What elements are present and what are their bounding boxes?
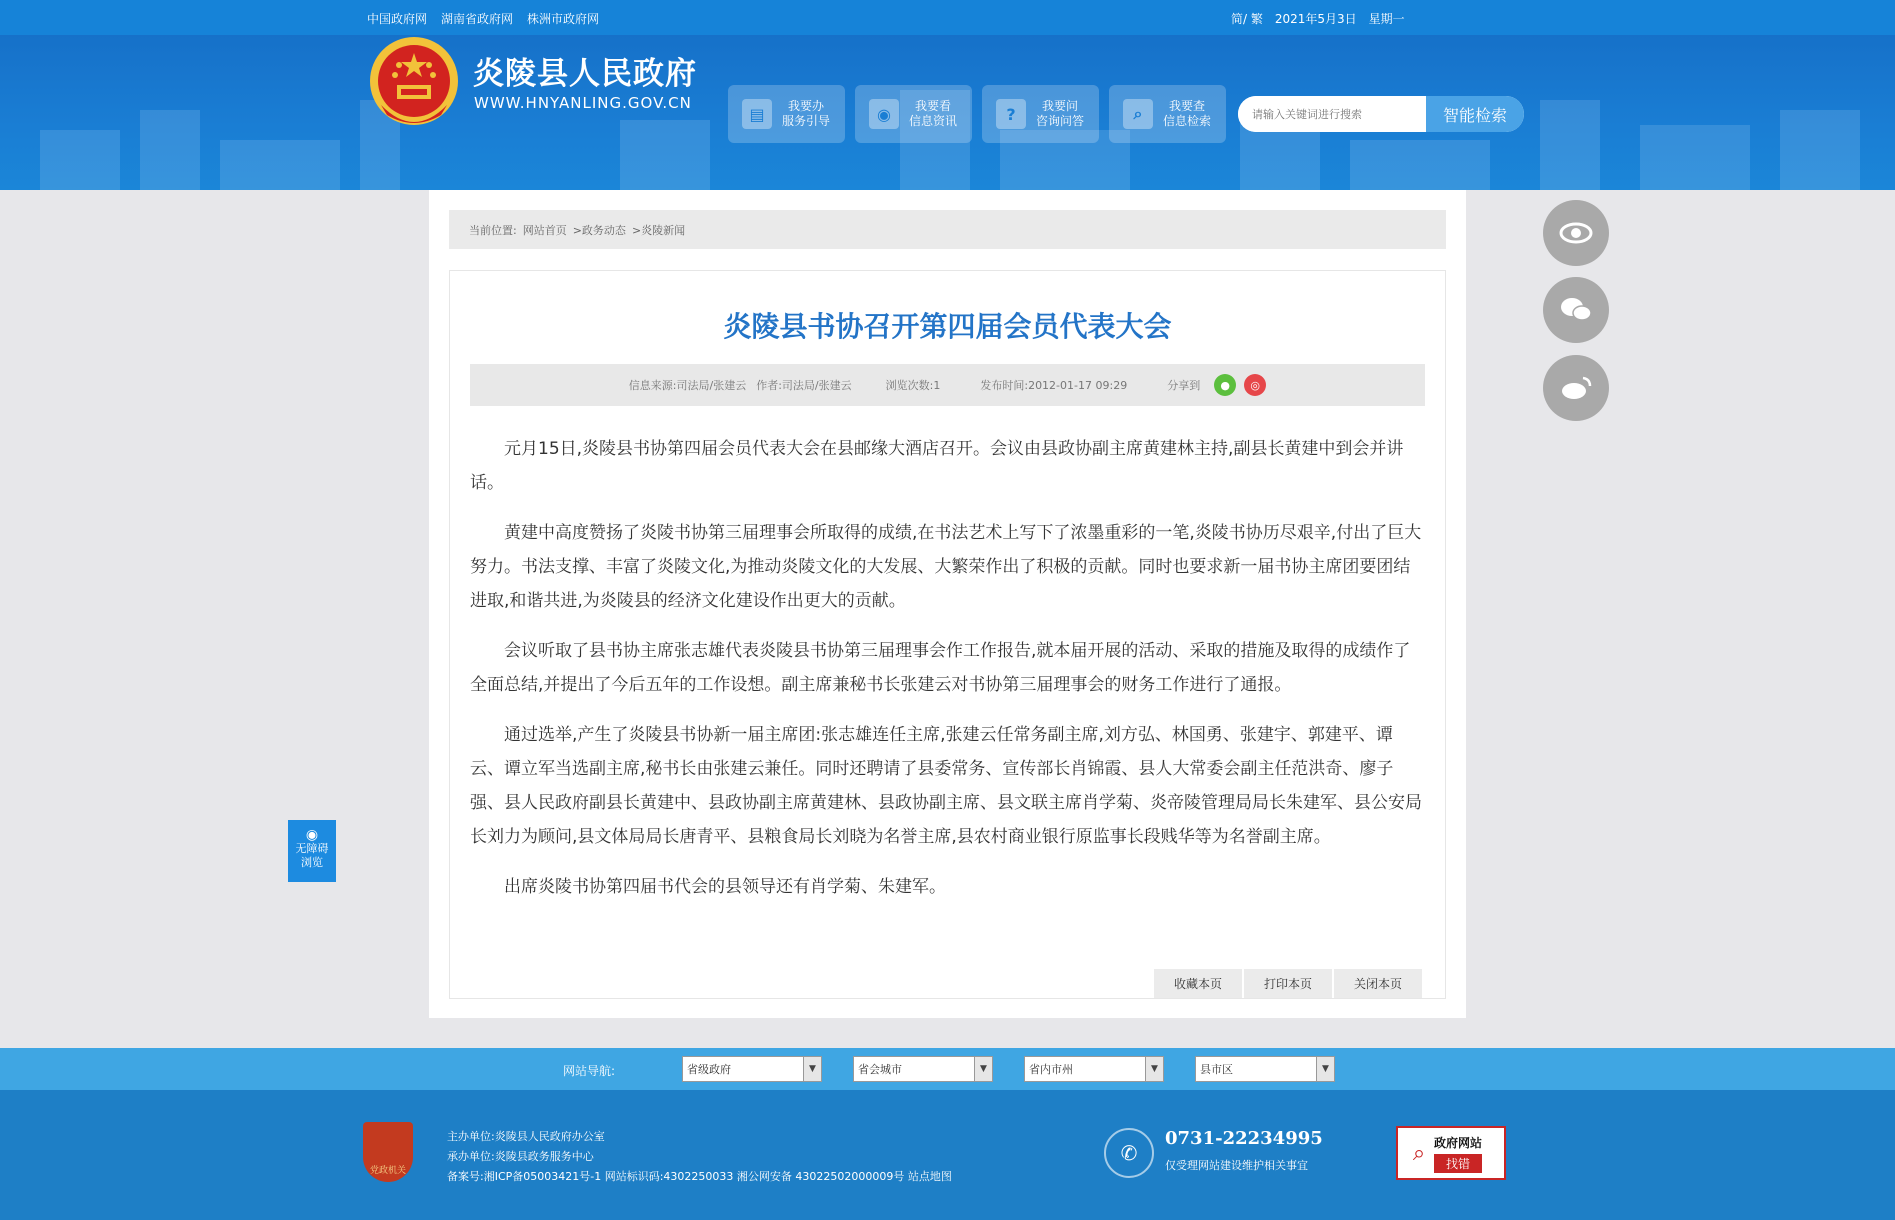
site-name[interactable]: 炎陵县人民政府 [473,56,697,92]
article-meta [470,364,1425,406]
smart-search-button[interactable]: 智能检索 [1426,96,1524,132]
gov-links [367,10,599,27]
header-search [1238,96,1524,132]
top-bar [0,0,1895,35]
footer-phone: 0731-22234995 [1165,1128,1323,1149]
footer-phone-note: 仅受理网站建设维护相关事宜 [1165,1159,1308,1172]
select-provincial-cities[interactable] [1024,1056,1164,1082]
weibo-share-icon[interactable]: ◎ [1244,374,1266,396]
nav-line2: 信息资讯 [909,114,958,128]
nav-line2: 咨询问答 [1036,114,1085,128]
search-input[interactable] [1238,96,1426,132]
select-provincial-gov[interactable] [682,1056,822,1082]
select-value: 省级政府 [687,1063,731,1076]
footer-host: 主办单位:炎陵县人民政府办公室 [447,1130,605,1143]
select-capital-cities[interactable] [853,1056,993,1082]
footer-info [447,1127,952,1187]
breadcrumb-gov-news[interactable]: >政务动态 [572,223,626,237]
chevron-down-icon: ▼ [1145,1057,1163,1081]
select-value: 省会城市 [858,1063,902,1076]
chevron-down-icon: ▼ [1316,1057,1334,1081]
nav-info-button[interactable] [855,85,972,143]
nav-service-guide-button[interactable] [728,85,845,143]
magnifier-icon: ⌕ [1412,1140,1426,1166]
search-icon: ⌕ [1123,99,1153,129]
select-counties[interactable] [1195,1056,1335,1082]
nav-line1: 我要看 [915,99,952,113]
nav-search-button[interactable] [1109,85,1226,143]
national-emblem-logo [367,35,461,135]
meta-views: 浏览次数:1 [885,379,941,392]
nav-line2: 信息检索 [1163,114,1212,128]
bookmark-page-button[interactable]: 收藏本页 [1154,969,1242,998]
link-zhuzhou-gov[interactable]: 株洲市政府网 [527,12,600,26]
article-paragraph: 会议听取了县书协主席张志雄代表炎陵县书协第三届理事会作工作报告,就本届开展的活动、采取的措施及取得的成绩作了全面总结,并提出了今后五年的工作设想。副主席兼秘书长张建云对书协第三届理事会的财务工作进行了通报。 [470,641,1411,695]
wechat-share-icon[interactable]: ● [1214,374,1236,396]
nav-line2: 服务引导 [782,114,831,128]
gov-site-error-report-button[interactable] [1396,1126,1506,1180]
article-paragraph: 通过选举,产生了炎陵县书协新一届主席团:张志雄连任主席,张建云任常务副主席,刘方弘、林国勇、张建宇、郭建平、谭云、谭立军当选副主席,秘书长由张建云兼任。同时还聘请了县委常务、宣传部长肖锦霞、县人大常委会副主任范洪奇、廖子强、县人民政府副县长黄建中、县政协副主席黄建林、县政协副主席、县文联主席肖学菊、炎帝陵管理局局长朱建军、县公安局长刘力为顾问,县文体局局长唐青平、县粮食局长刘晓为名誉主席,县农村商业银行原监事长段贱华等为名誉副主席。 [470,725,1422,847]
meta-author: 作者:司法局/张建云 [756,379,852,392]
float-wechat-button[interactable] [1543,277,1609,343]
eye-icon [1559,222,1593,244]
site-nav-label: 网站导航: [563,1064,616,1078]
link-hunan-gov[interactable]: 湖南省政府网 [441,12,514,26]
accessibility-line2: 浏览 [301,856,323,869]
lang-switch[interactable]: 简/ 繁 [1231,12,1263,26]
jiucuo-line1: 政府网站 [1434,1135,1483,1150]
meta-source: 信息来源:司法局/张建云 [628,379,747,392]
top-bar-right [1231,10,1405,27]
meta-share-label: 分享到 [1167,379,1201,392]
eye-icon: ◉ [305,827,319,843]
share-buttons [1214,374,1266,396]
breadcrumb-yanling-news[interactable]: >炎陵新闻 [631,223,686,237]
site-navigation-bar [0,1048,1895,1090]
footer-organizer: 承办单位:炎陵县政务服务中心 [447,1150,594,1163]
nav-line1: 我要问 [1042,99,1079,113]
article-actions [1154,969,1422,998]
badge-label: 党政机关 [369,1166,406,1176]
phone-icon: ✆ [1104,1128,1154,1178]
chevron-down-icon: ▼ [974,1057,992,1081]
nav-line1: 我要查 [1169,99,1206,113]
accessibility-line1: 无障碍 [295,842,329,855]
footer-record: 备案号:湘ICP备05003421号-1 网站标识码:4302250033 湘公网安备 43022502000009号 站点地图 [447,1170,952,1183]
meta-published: 发布时间:2012-01-17 09:29 [980,379,1128,392]
select-value: 省内市州 [1029,1063,1073,1076]
breadcrumb-prefix: 当前位置: [469,223,517,237]
jiucuo-line2: 找错 [1434,1154,1482,1173]
article-title: 炎陵县书协召开第四届会员代表大会 [723,310,1172,343]
float-weibo-button[interactable] [1543,355,1609,421]
float-eye-button[interactable] [1543,200,1609,266]
breadcrumb-home[interactable]: 网站首页 [522,223,567,237]
weibo-icon [1559,374,1593,402]
wechat-icon [1559,296,1593,324]
accessibility-button[interactable] [288,820,336,882]
breadcrumb [449,210,1446,249]
article-paragraph: 黄建中高度赞扬了炎陵书协第三届理事会所取得的成绩,在书法艺术上写下了浓墨重彩的一笔,炎陵书协历尽艰辛,付出了巨大努力。书法支撑、丰富了炎陵文化,为推动炎陵文化的大发展、大繁荣作出了积极的贡献。同时也要求新一届书协主席团要团结进取,和谐共进,为炎陵县的经济文化建设作出更大的贡献。 [470,523,1422,611]
nav-qa-button[interactable] [982,85,1099,143]
close-page-button[interactable]: 关闭本页 [1334,969,1422,998]
link-central-gov[interactable]: 中国政府网 [367,12,428,26]
print-page-button[interactable]: 打印本页 [1244,969,1332,998]
site-url: WWW.HNYANLING.GOV.CN [474,94,692,112]
eye-icon: ◉ [869,99,899,129]
current-date: 2021年5月3日 [1274,12,1357,26]
chevron-down-icon: ▼ [803,1057,821,1081]
party-gov-badge[interactable] [363,1122,413,1182]
article-body [470,432,1425,920]
article-paragraph: 出席炎陵书协第四届书代会的县领导还有肖学菊、朱建军。 [504,877,946,897]
document-icon: ▤ [742,99,772,129]
select-value: 县市区 [1200,1063,1233,1076]
current-weekday: 星期一 [1368,12,1405,26]
article-paragraph: 元月15日,炎陵县书协第四届会员代表大会在县邮缘大酒店召开。会议由县政协副主席黄建林主持,副县长黄建中到会并讲话。 [470,439,1404,493]
nav-line1: 我要办 [788,99,825,113]
question-icon: ? [996,99,1026,129]
